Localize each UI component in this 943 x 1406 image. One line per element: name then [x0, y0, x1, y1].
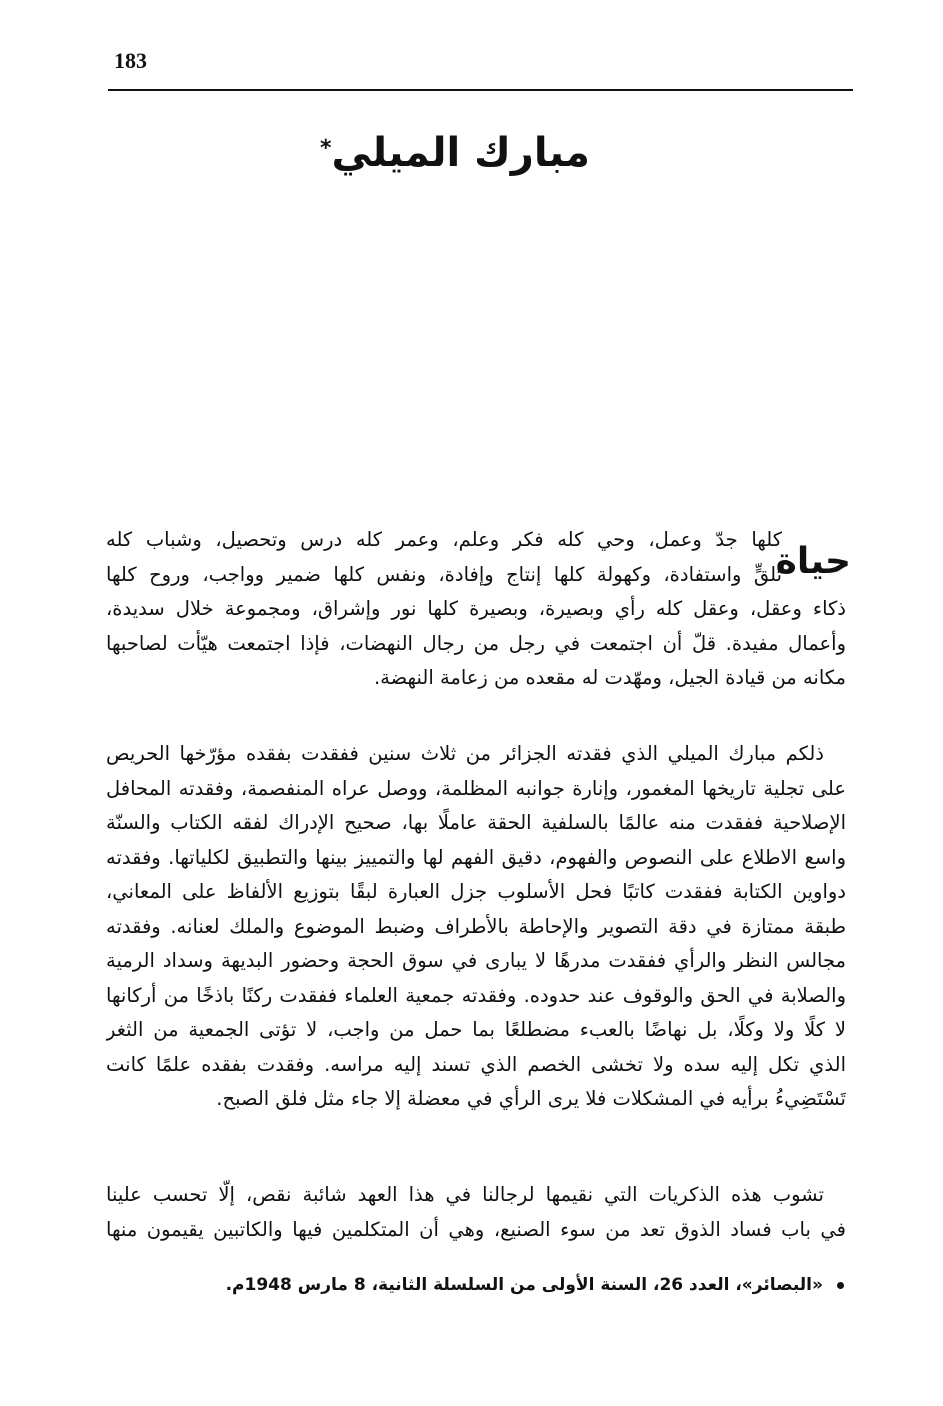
paragraph-line: تشوب هذه الذكريات التي نقيمها لرجالنا في هذا العهد شائبة نقص، إلّا تحسب علينا [106, 1183, 824, 1206]
paragraph-line: مكانه من قيادة الجيل، ومهّدت له مقعده من زعامة النهضة. [373, 666, 846, 689]
footnote [106, 1270, 844, 1300]
paragraph-3 [106, 1178, 846, 1247]
title-footnote-mark: * [320, 136, 332, 161]
paragraph-line: ذكاء وعقل، وعقل كله رأي وبصيرة، وبصيرة كلها نور وإشراق، ومجموعة خلال سديدة، [106, 597, 846, 620]
paragraph-line: الذي تكل إليه سده ولا تخشى الخصم الذي تسند إليه مراسه. وفقدت بفقده علمًا كانت [106, 1052, 846, 1076]
paragraph-line: طبقة ممتازة في دقة التصوير والإحاطة بالأطراف وضبط الموضوع والملك لعنانه. وفقدته [106, 914, 846, 938]
dropcap-word: حياة [775, 541, 851, 582]
paragraph-line: وأعمال مفيدة. قلّ أن اجتمعت في رجل من رجال النهضات، فإذا اجتمعت هيّأت لصاحبها [106, 631, 846, 655]
paragraph-line: كلها جدّ وعمل، وحي كله فكر وعلم، وعمر كله درس وتحصيل، وشباب كله [106, 528, 782, 551]
paragraph-line: مجالس النظر والرأي ففقدت مدرهًا لا يبارى في سوق الحجة وحضور البديهة وسداد الرمية [106, 949, 846, 972]
paragraph-line: دواوين الكتابة ففقدت كاتبًا فحل الأسلوب جزل العبارة لبقًا بتوزيع الألفاظ على المعاني، [106, 880, 846, 903]
paragraph-line: والصلابة في الحق والوقوف عند حدوده. وفقدته جمعية العلماء ففقدت ركنًا باذخًا من أركانها [106, 983, 846, 1007]
paragraph-line: في باب فساد الذوق تعد من سوء الصنيع، وهي أن المتكلمين فيها والكاتبين يقيمون منها [106, 1217, 846, 1241]
paragraph-line: واسع الاطلاع على النصوص والفهوم، دقيق الفهم لها والتمييز بينها والتطبيق لكلياتها. وفقدته [106, 845, 846, 869]
footnote-text: «البصائر»، العدد 26، السنة الأولى من السلسلة الثانية، 8 مارس 1948م. [225, 1275, 823, 1295]
paragraph-2 [106, 737, 846, 1117]
article-title [300, 118, 610, 188]
page-number: 183 [114, 48, 147, 73]
paragraph-line: على تجلية تاريخها المغمور، وإنارة جوانبه المظلمة، ووصل عراه المنفصمة، وفقدته المحافل [106, 776, 846, 800]
paragraph-line: لا كلًا ولا وكلًا، بل نهاضًا بالعبء مضطلعًا بما حمل من واجب، لا تؤتى الجمعية من الثغر [106, 1018, 846, 1041]
footnote-bullet [837, 1282, 844, 1289]
header-rule [108, 89, 853, 91]
paragraph-line: ذلكم مبارك الميلي الذي فقدته الجزائر من ثلاث سنين ففقدت بفقده مؤرّخها الحريص [106, 742, 824, 765]
paragraph-1 [106, 523, 846, 696]
paragraph-line: تلقٍّ واستفادة، وكهولة كلها إنتاج وإفادة، ونفس كلها ضمير وواجب، وروح كلها [106, 562, 782, 586]
paragraph-line: تَسْتَضِيءُ برأيه في المشكلات فلا يرى الرأي في معضلة إلا جاء مثل فلق الصبح. [216, 1087, 846, 1110]
paragraph-line: الإصلاحية ففقدت منه عالمًا بالسلفية الحقة عاملًا بها، صحيح الإدراك لفقه الكتاب والسنّة [106, 811, 846, 834]
article-title-text: مبارك الميلي [331, 130, 590, 176]
